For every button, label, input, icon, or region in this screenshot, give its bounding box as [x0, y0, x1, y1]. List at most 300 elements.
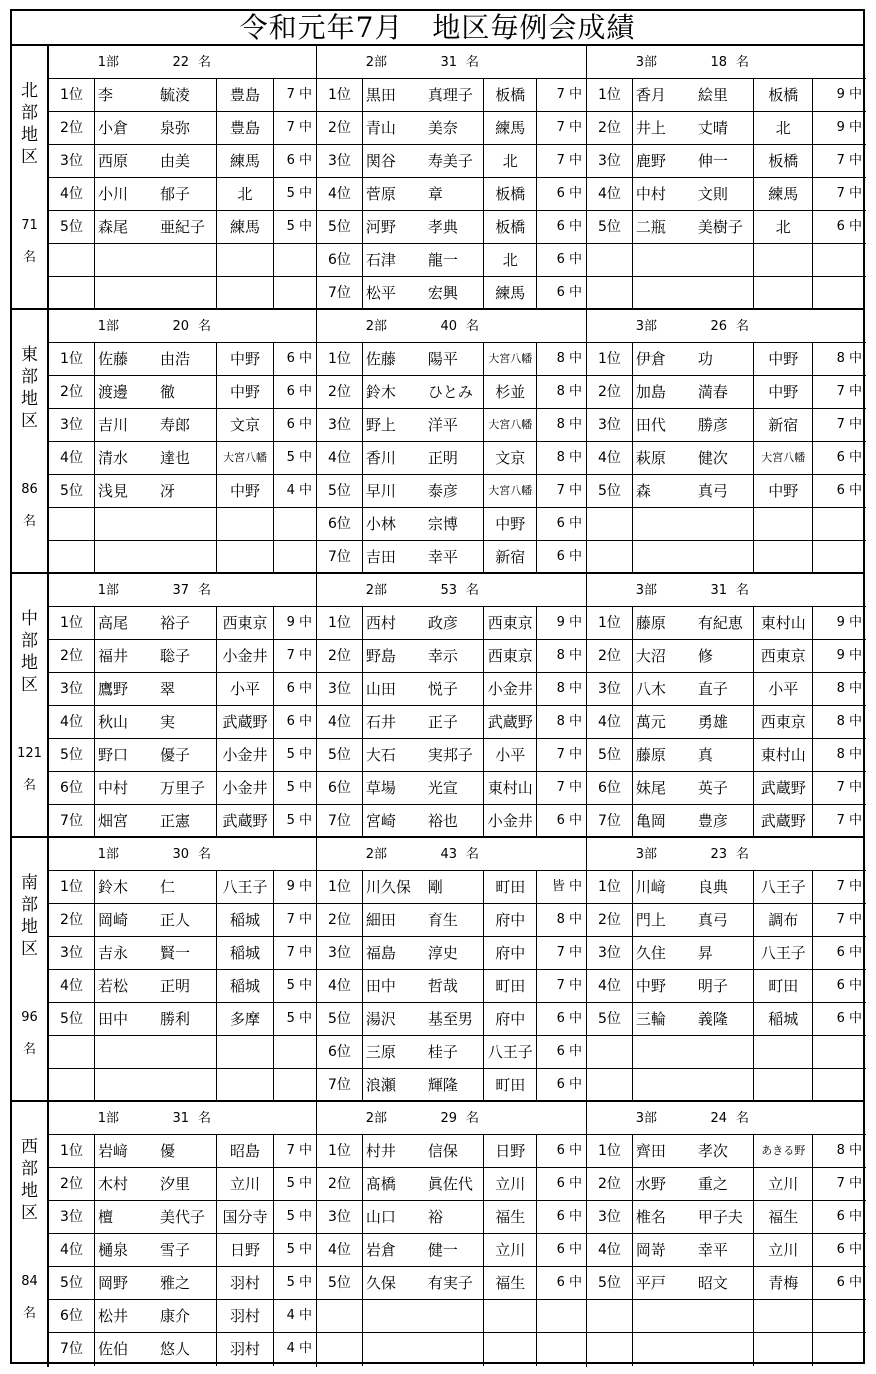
division-column: [316, 310, 586, 572]
score-cell: 9 中: [286, 879, 312, 894]
score-cell: 6 中: [836, 1209, 862, 1224]
club-cell: 八王子: [754, 871, 813, 903]
club-cell: 羽村: [217, 1333, 274, 1366]
district-name-char: 部: [21, 1159, 38, 1179]
district-block: [12, 310, 863, 574]
player-family-name: 水野: [635, 1175, 666, 1193]
player-name-cell: [95, 1168, 217, 1200]
player-name-cell: [363, 541, 485, 574]
club-cell: 大宮八幡: [484, 475, 537, 507]
player-family-name: 西村: [365, 614, 396, 632]
player-given-name: 真弓: [697, 911, 728, 929]
division-count: 40: [440, 319, 457, 334]
rank-cell: [49, 1069, 95, 1102]
district-label: [12, 1102, 49, 1367]
table-row: [317, 541, 586, 574]
division-label: 3部: [635, 1111, 657, 1126]
district-name-char: 地: [21, 389, 38, 409]
player-name-cell: [95, 1003, 217, 1035]
score-cell: 6 中: [836, 219, 862, 234]
division-column: [49, 838, 316, 1100]
club-cell: [754, 1069, 813, 1102]
player-name-cell: [633, 937, 755, 969]
player-given-name: 郁子: [160, 185, 191, 203]
player-given-name: 真: [697, 746, 713, 764]
player-family-name: [366, 1333, 428, 1366]
club-cell: 稲城: [217, 904, 274, 936]
score-cell: 6 中: [286, 714, 312, 729]
division-column: [586, 838, 866, 1100]
player-given-name: 裕子: [160, 614, 191, 632]
club-cell: [754, 541, 813, 574]
score-cell: [813, 244, 866, 276]
club-cell: 新宿: [754, 409, 813, 441]
player-family-name: 湯沢: [365, 1010, 396, 1028]
rank-cell: [587, 1069, 633, 1102]
table-row: [587, 541, 866, 574]
player-name-cell: [633, 706, 755, 738]
player-given-name: 冴: [160, 482, 176, 500]
score-cell: 6 中: [836, 978, 862, 993]
club-cell: [217, 541, 274, 574]
player-family-name: 川久保: [365, 878, 411, 896]
table-row: [49, 1168, 316, 1201]
club-cell: 福生: [484, 1201, 537, 1233]
player-given-name: 真弓: [697, 482, 728, 500]
player-family-name: 中村: [98, 779, 129, 797]
table-row: [317, 871, 586, 904]
score-cell: 6 中: [556, 186, 582, 201]
player-name-cell: [95, 904, 217, 936]
player-name-cell: [95, 739, 217, 771]
districts-container: [12, 46, 863, 1367]
table-row: [49, 79, 316, 112]
player-given-name: 昭文: [697, 1274, 728, 1292]
score-cell: [274, 508, 316, 540]
table-row: [587, 508, 866, 541]
table-row: [587, 1003, 866, 1036]
score-cell: 7 中: [286, 945, 312, 960]
score-cell: 5 中: [286, 813, 312, 828]
score-cell: 6 中: [836, 450, 862, 465]
player-family-name: 藤原: [635, 746, 666, 764]
player-family-name: 久保: [365, 1274, 396, 1292]
club-cell: 武蔵野: [754, 805, 813, 838]
district-name-char: 南: [21, 873, 38, 893]
club-cell: 大宮八幡: [484, 409, 537, 441]
player-family-name: 齊田: [635, 1142, 666, 1160]
player-family-name: 佐藤: [365, 350, 396, 368]
score-cell: 6 中: [556, 813, 582, 828]
division-count: 30: [172, 847, 189, 862]
table-row: [587, 112, 866, 145]
rank-cell: 5位: [49, 1267, 95, 1299]
score-cell: 6 中: [286, 153, 312, 168]
club-cell: 稲城: [217, 937, 274, 969]
district-name-char: 部: [21, 895, 38, 915]
player-given-name: 絵里: [697, 86, 728, 104]
score-cell: 7 中: [286, 648, 312, 663]
rank-cell: 6位: [49, 1300, 95, 1332]
score-cell: 7 中: [556, 120, 582, 135]
player-given-name: 賢一: [160, 944, 191, 962]
division-label: 2部: [365, 55, 387, 70]
rank-cell: 2位: [587, 112, 633, 144]
table-row: [317, 772, 586, 805]
division-count-unit: 名: [465, 319, 479, 334]
table-row: [317, 211, 586, 244]
district-name: [12, 80, 47, 168]
player-family-name: 黒田: [365, 86, 396, 104]
player-name-cell: [633, 607, 755, 639]
district-name: [12, 1136, 47, 1224]
table-row: [49, 211, 316, 244]
table-row: [317, 409, 586, 442]
player-name-cell: [95, 145, 217, 177]
player-name-cell: [363, 937, 485, 969]
rank-cell: 6位: [317, 772, 363, 804]
player-family-name: [636, 1300, 698, 1332]
player-name-cell: [633, 640, 755, 672]
club-cell: 調布: [754, 904, 813, 936]
division-count-unit: 名: [735, 583, 749, 598]
rank-cell: 1位: [317, 871, 363, 903]
club-cell: 北: [754, 211, 813, 243]
table-row: [587, 739, 866, 772]
player-name-cell: [95, 1234, 217, 1266]
player-name-cell: [633, 475, 755, 507]
score-cell: 8 中: [836, 714, 862, 729]
player-family-name: [98, 1069, 160, 1102]
player-family-name: 髙橋: [365, 1175, 396, 1193]
division-column: [586, 1102, 866, 1367]
player-name-cell: [363, 277, 485, 310]
player-name-cell: [633, 871, 755, 903]
player-given-name: 聡子: [160, 647, 191, 665]
player-given-name: 康介: [160, 1307, 191, 1325]
table-row: [49, 1069, 316, 1102]
rank-cell: [587, 541, 633, 574]
player-given-name: 裕也: [427, 812, 458, 830]
player-family-name: [636, 1333, 698, 1366]
division-label: 2部: [365, 847, 387, 862]
player-name-cell: [633, 112, 755, 144]
player-given-name: 幸平: [427, 548, 458, 566]
table-row: [317, 277, 586, 310]
district-count: 84: [21, 1274, 38, 1289]
score-cell: 5 中: [286, 219, 312, 234]
club-cell: 武蔵野: [754, 772, 813, 804]
division-count: 24: [710, 1111, 727, 1126]
division-count-unit: 名: [465, 847, 479, 862]
player-given-name: 育生: [427, 911, 458, 929]
player-family-name: 松井: [98, 1307, 129, 1325]
division-label: 1部: [97, 319, 119, 334]
rank-cell: 3位: [317, 409, 363, 441]
rank-cell: [587, 1300, 633, 1332]
player-given-name: 孝典: [427, 218, 458, 236]
rank-cell: [49, 541, 95, 574]
club-cell: 練馬: [484, 277, 537, 310]
rank-cell: [317, 1333, 363, 1366]
rank-cell: 2位: [317, 376, 363, 408]
club-cell: 中野: [217, 376, 274, 408]
rank-cell: 2位: [317, 904, 363, 936]
player-given-name: 正憲: [160, 812, 191, 830]
table-row: [587, 1300, 866, 1333]
club-cell: 東村山: [754, 607, 813, 639]
score-cell: 6 中: [556, 1209, 582, 1224]
rank-cell: 6位: [317, 1036, 363, 1068]
club-cell: 板橋: [484, 79, 537, 111]
rank-cell: 5位: [49, 1003, 95, 1035]
player-family-name: 野上: [365, 416, 396, 434]
player-given-name: 幸平: [697, 1241, 728, 1259]
rank-cell: 5位: [317, 475, 363, 507]
player-family-name: 宮崎: [365, 812, 396, 830]
player-given-name: 美奈: [427, 119, 458, 137]
player-name-cell: [363, 739, 485, 771]
score-cell: [813, 1333, 866, 1366]
player-name-cell: [363, 112, 485, 144]
district-count: 121: [17, 746, 42, 761]
player-name-cell: [633, 1300, 755, 1332]
rank-cell: 5位: [587, 739, 633, 771]
player-given-name: 有実子: [427, 1274, 473, 1292]
table-row: [49, 1300, 316, 1333]
club-cell: 日野: [484, 1135, 537, 1167]
club-cell: 町田: [484, 871, 537, 903]
player-given-name: 健一: [427, 1241, 458, 1259]
club-cell: 杉並: [484, 376, 537, 408]
table-row: [587, 475, 866, 508]
player-name-cell: [633, 145, 755, 177]
table-row: [317, 442, 586, 475]
division-header: [587, 1102, 866, 1135]
division-count: 23: [710, 847, 727, 862]
player-given-name: 陽平: [427, 350, 458, 368]
page-title: 令和元年7月 地区毎例会成績: [12, 11, 863, 46]
player-given-name: 勝彦: [697, 416, 728, 434]
table-row: [49, 112, 316, 145]
player-given-name: 昇: [697, 944, 713, 962]
player-given-name: 文則: [697, 185, 728, 203]
rank-cell: 2位: [317, 112, 363, 144]
table-row: [317, 244, 586, 277]
score-cell: 6 中: [556, 1044, 582, 1059]
rank-cell: 7位: [317, 1069, 363, 1102]
player-family-name: 清水: [98, 449, 129, 467]
player-name-cell: [633, 409, 755, 441]
division-header: [317, 310, 586, 343]
club-cell: 新宿: [484, 541, 537, 574]
player-family-name: [366, 1300, 428, 1332]
club-cell: 府中: [484, 904, 537, 936]
rank-cell: 5位: [587, 211, 633, 243]
club-cell: [217, 277, 274, 310]
player-given-name: 美代子: [160, 1208, 206, 1226]
player-family-name: 加島: [635, 383, 666, 401]
score-cell: 7 中: [286, 120, 312, 135]
club-cell: [217, 508, 274, 540]
division-count-unit: 名: [735, 319, 749, 334]
score-cell: 7 中: [836, 186, 862, 201]
score-cell: [813, 277, 866, 310]
score-cell: 7 中: [556, 87, 582, 102]
player-family-name: 早川: [365, 482, 396, 500]
division-header: [49, 1102, 316, 1135]
rank-cell: 3位: [49, 409, 95, 441]
player-name-cell: [633, 1201, 755, 1233]
player-family-name: 吉永: [98, 944, 129, 962]
player-family-name: 亀岡: [635, 812, 666, 830]
club-cell: 立川: [217, 1168, 274, 1200]
club-cell: 北: [484, 145, 537, 177]
district-name-char: 部: [21, 631, 38, 651]
divisions-row: [49, 310, 863, 572]
score-cell: 9 中: [556, 615, 582, 630]
table-row: [317, 970, 586, 1003]
player-family-name: 岡野: [98, 1274, 129, 1292]
player-given-name: 実邦子: [427, 746, 473, 764]
score-cell: 6 中: [556, 1011, 582, 1026]
district-name: [12, 344, 47, 432]
player-name-cell: [363, 376, 485, 408]
rank-cell: 3位: [49, 145, 95, 177]
table-row: [49, 277, 316, 310]
player-name-cell: [363, 607, 485, 639]
table-row: [317, 112, 586, 145]
player-family-name: 香月: [635, 86, 666, 104]
player-name-cell: [633, 805, 755, 838]
player-given-name: 有紀恵: [697, 614, 743, 632]
table-row: [317, 343, 586, 376]
player-name-cell: [95, 1300, 217, 1332]
player-given-name: 美樹子: [697, 218, 743, 236]
player-family-name: 西原: [98, 152, 129, 170]
player-name-cell: [363, 805, 485, 838]
table-row: [49, 1003, 316, 1036]
division-column: [586, 310, 866, 572]
player-name-cell: [95, 1333, 217, 1366]
division-count-unit: 名: [197, 847, 211, 862]
player-name-cell: [363, 871, 485, 903]
score-cell: 7 中: [556, 153, 582, 168]
player-family-name: 萬元: [635, 713, 666, 731]
club-cell: 小金井: [217, 739, 274, 771]
table-row: [317, 475, 586, 508]
divisions-row: [49, 1102, 863, 1367]
player-family-name: 石井: [365, 713, 396, 731]
division-column: [586, 574, 866, 836]
player-name-cell: [95, 937, 217, 969]
rank-cell: [587, 1036, 633, 1068]
district-name-char: 区: [21, 411, 38, 431]
division-label: 3部: [635, 583, 657, 598]
player-family-name: 岩﨑: [98, 1142, 129, 1160]
club-cell: 豊島: [217, 79, 274, 111]
division-count: 26: [710, 319, 727, 334]
club-cell: [754, 1333, 813, 1366]
player-given-name: 重之: [697, 1175, 728, 1193]
table-row: [587, 277, 866, 310]
club-cell: 西東京: [217, 607, 274, 639]
player-given-name: 哲哉: [427, 977, 458, 995]
table-row: [587, 145, 866, 178]
player-family-name: 二瓶: [635, 218, 666, 236]
score-cell: 8 中: [836, 747, 862, 762]
player-family-name: 妹尾: [635, 779, 666, 797]
table-row: [587, 178, 866, 211]
division-count: 31: [172, 1111, 189, 1126]
rank-cell: 5位: [317, 1003, 363, 1035]
division-column: [316, 46, 586, 308]
club-cell: 町田: [754, 970, 813, 1002]
club-cell: 立川: [754, 1234, 813, 1266]
player-given-name: 悦子: [427, 680, 458, 698]
player-name-cell: [633, 673, 755, 705]
player-family-name: 椎名: [635, 1208, 666, 1226]
table-row: [49, 475, 316, 508]
score-cell: 6 中: [836, 1242, 862, 1257]
rank-cell: 1位: [317, 79, 363, 111]
rank-cell: [49, 508, 95, 540]
score-cell: 5 中: [286, 1209, 312, 1224]
club-cell: 大宮八幡: [754, 442, 813, 474]
player-name-cell: [633, 1267, 755, 1299]
club-cell: [754, 1036, 813, 1068]
district-name-char: 区: [21, 675, 38, 695]
district-name-char: 部: [21, 367, 38, 387]
score-cell: 7 中: [286, 912, 312, 927]
table-row: [317, 1234, 586, 1267]
rank-cell: 3位: [317, 673, 363, 705]
score-cell: 7 中: [836, 912, 862, 927]
player-given-name: 洋平: [427, 416, 458, 434]
player-name-cell: [363, 79, 485, 111]
rank-cell: 1位: [49, 1135, 95, 1167]
score-cell: 6 中: [556, 285, 582, 300]
player-family-name: [98, 244, 160, 276]
division-count: 43: [440, 847, 457, 862]
table-row: [317, 1267, 586, 1300]
player-name-cell: [633, 211, 755, 243]
player-family-name: 草場: [365, 779, 396, 797]
district-name: [12, 608, 47, 696]
table-row: [49, 376, 316, 409]
player-given-name: 英子: [697, 779, 728, 797]
district-count-unit: 名: [22, 778, 36, 793]
division-column: [316, 574, 586, 836]
table-row: [587, 937, 866, 970]
club-cell: 稲城: [754, 1003, 813, 1035]
player-family-name: [98, 508, 160, 540]
rank-cell: [587, 277, 633, 310]
score-cell: 8 中: [556, 648, 582, 663]
division-count-unit: 名: [465, 1111, 479, 1126]
rank-cell: 4位: [49, 442, 95, 474]
player-name-cell: [363, 1333, 485, 1366]
club-cell: 府中: [484, 937, 537, 969]
rank-cell: [587, 1333, 633, 1366]
club-cell: [217, 244, 274, 276]
division-header: [587, 574, 866, 607]
table-row: [587, 1069, 866, 1102]
player-given-name: 章: [427, 185, 443, 203]
table-row: [587, 244, 866, 277]
division-column: [586, 46, 866, 308]
player-family-name: 久住: [635, 944, 666, 962]
